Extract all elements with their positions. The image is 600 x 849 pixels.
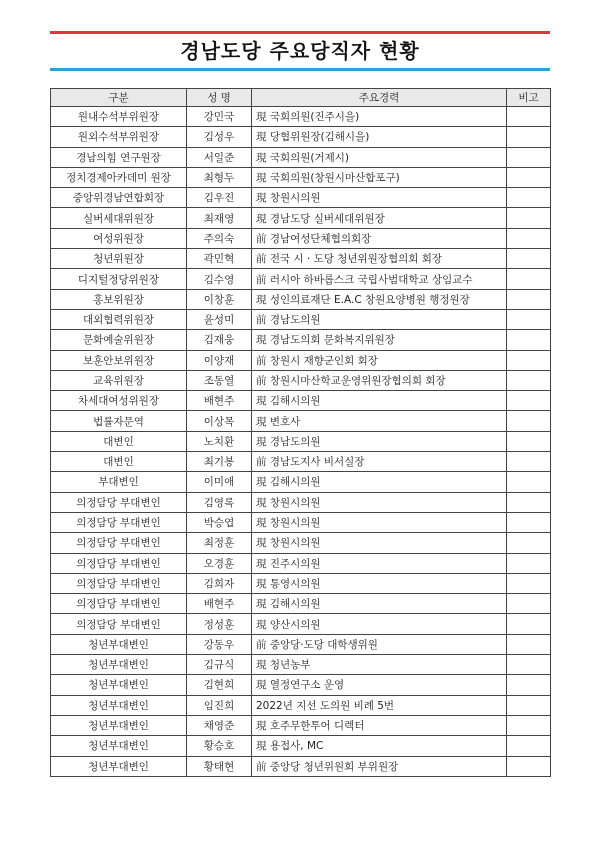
row-note bbox=[507, 127, 551, 147]
row-name: 배현주 bbox=[187, 391, 252, 411]
row-note bbox=[507, 553, 551, 573]
officials-table bbox=[50, 88, 551, 777]
row-role: 청년부대변인 bbox=[51, 756, 187, 776]
row-role: 법률자문역 bbox=[51, 411, 187, 431]
row-note bbox=[507, 228, 551, 248]
table-row bbox=[51, 147, 551, 167]
row-role: 의정담당 부대변인 bbox=[51, 614, 187, 634]
row-role: 의정담당 부대변인 bbox=[51, 533, 187, 553]
table-row bbox=[51, 249, 551, 269]
row-role: 의정담당 부대변인 bbox=[51, 512, 187, 532]
row-career: 現 창원시의원 bbox=[252, 492, 507, 512]
row-role: 원외수석부위원장 bbox=[51, 127, 187, 147]
row-role: 실버세대위원장 bbox=[51, 208, 187, 228]
row-role: 의정담당 부대변인 bbox=[51, 492, 187, 512]
table-row bbox=[51, 411, 551, 431]
row-note bbox=[507, 472, 551, 492]
table-row bbox=[51, 472, 551, 492]
row-role: 여성위원장 bbox=[51, 228, 187, 248]
row-role: 차세대여성위원장 bbox=[51, 391, 187, 411]
row-note bbox=[507, 188, 551, 208]
row-role: 대외협력위원장 bbox=[51, 309, 187, 329]
row-career: 前 중앙당·도당 대학생위원 bbox=[252, 634, 507, 654]
row-note bbox=[507, 452, 551, 472]
row-career: 現 당협위원장(김해시을) bbox=[252, 127, 507, 147]
row-name: 최재영 bbox=[187, 208, 252, 228]
row-note bbox=[507, 736, 551, 756]
row-career: 現 국회의원(창원시마산합포구) bbox=[252, 167, 507, 187]
row-name: 황승호 bbox=[187, 736, 252, 756]
row-role: 원내수석부위원장 bbox=[51, 107, 187, 127]
table-row bbox=[51, 695, 551, 715]
table-row bbox=[51, 594, 551, 614]
table-row bbox=[51, 756, 551, 776]
table-row bbox=[51, 208, 551, 228]
row-career: 前 창원시마산학교운영위원장협의회 회장 bbox=[252, 370, 507, 390]
table-row bbox=[51, 655, 551, 675]
table-row bbox=[51, 492, 551, 512]
row-career: 現 국회의원(거제시) bbox=[252, 147, 507, 167]
row-name: 김현희 bbox=[187, 675, 252, 695]
row-role: 의정담당 부대변인 bbox=[51, 594, 187, 614]
table-row bbox=[51, 675, 551, 695]
table-row bbox=[51, 553, 551, 573]
row-career: 現 성인의료재단 E.A.C 창원요양병원 행정원장 bbox=[252, 289, 507, 309]
row-note bbox=[507, 715, 551, 735]
table-row bbox=[51, 167, 551, 187]
row-name: 곽민혁 bbox=[187, 249, 252, 269]
row-career: 現 창원시의원 bbox=[252, 533, 507, 553]
row-career: 現 용접사, MC bbox=[252, 736, 507, 756]
row-note bbox=[507, 411, 551, 431]
table-row bbox=[51, 431, 551, 451]
row-note bbox=[507, 675, 551, 695]
row-name: 배현주 bbox=[187, 594, 252, 614]
table-row bbox=[51, 715, 551, 735]
row-career: 現 김해시의원 bbox=[252, 594, 507, 614]
row-name: 조동열 bbox=[187, 370, 252, 390]
row-note bbox=[507, 573, 551, 593]
row-role: 청년부대변인 bbox=[51, 634, 187, 654]
row-name: 주의숙 bbox=[187, 228, 252, 248]
row-career: 現 김해시의원 bbox=[252, 472, 507, 492]
table-header-row bbox=[51, 89, 551, 107]
table-row bbox=[51, 350, 551, 370]
header-note: 비고 bbox=[507, 89, 551, 107]
row-career: 前 경남도의원 bbox=[252, 309, 507, 329]
row-name: 채영준 bbox=[187, 715, 252, 735]
row-role: 의정담당 부대변인 bbox=[51, 573, 187, 593]
row-note bbox=[507, 756, 551, 776]
row-note bbox=[507, 249, 551, 269]
table-row bbox=[51, 736, 551, 756]
row-note bbox=[507, 492, 551, 512]
row-name: 김성우 bbox=[187, 127, 252, 147]
header-career: 주요경력 bbox=[252, 89, 507, 107]
row-name: 김규식 bbox=[187, 655, 252, 675]
table-row bbox=[51, 188, 551, 208]
row-role: 의정담당 부대변인 bbox=[51, 553, 187, 573]
row-career: 現 창원시의원 bbox=[252, 188, 507, 208]
table-body bbox=[51, 107, 551, 777]
table-row bbox=[51, 573, 551, 593]
table-row bbox=[51, 289, 551, 309]
title-bottom-bar bbox=[50, 68, 550, 71]
row-note bbox=[507, 594, 551, 614]
table-row bbox=[51, 127, 551, 147]
row-career: 現 양산시의원 bbox=[252, 614, 507, 634]
row-note bbox=[507, 512, 551, 532]
table-row bbox=[51, 634, 551, 654]
row-note bbox=[507, 330, 551, 350]
row-role: 부대변인 bbox=[51, 472, 187, 492]
row-role: 청년부대변인 bbox=[51, 675, 187, 695]
table-row bbox=[51, 107, 551, 127]
header-name: 성 명 bbox=[187, 89, 252, 107]
row-career: 現 호주무한투어 디렉터 bbox=[252, 715, 507, 735]
row-name: 최기봉 bbox=[187, 452, 252, 472]
row-note bbox=[507, 167, 551, 187]
row-note bbox=[507, 533, 551, 553]
row-note bbox=[507, 350, 551, 370]
table-row bbox=[51, 512, 551, 532]
table-row bbox=[51, 269, 551, 289]
row-name: 김재웅 bbox=[187, 330, 252, 350]
row-name: 김영록 bbox=[187, 492, 252, 512]
row-role: 디지털정당위원장 bbox=[51, 269, 187, 289]
row-note bbox=[507, 634, 551, 654]
row-note bbox=[507, 391, 551, 411]
table-row bbox=[51, 533, 551, 553]
row-note bbox=[507, 655, 551, 675]
row-role: 중앙위경남연합회장 bbox=[51, 188, 187, 208]
header-role: 구분 bbox=[51, 89, 187, 107]
row-career: 現 진주시의원 bbox=[252, 553, 507, 573]
row-name: 이상목 bbox=[187, 411, 252, 431]
row-career: 現 국회의원(진주시을) bbox=[252, 107, 507, 127]
row-name: 김희자 bbox=[187, 573, 252, 593]
row-name: 서일준 bbox=[187, 147, 252, 167]
row-name: 강동우 bbox=[187, 634, 252, 654]
row-career: 現 창원시의원 bbox=[252, 512, 507, 532]
table-row bbox=[51, 452, 551, 472]
row-name: 박승엽 bbox=[187, 512, 252, 532]
row-career: 現 청년농부 bbox=[252, 655, 507, 675]
row-role: 대변인 bbox=[51, 431, 187, 451]
title-top-bar bbox=[50, 31, 550, 34]
row-role: 청년부대변인 bbox=[51, 736, 187, 756]
row-career: 前 중앙당 청년위원회 부위원장 bbox=[252, 756, 507, 776]
row-name: 황태현 bbox=[187, 756, 252, 776]
row-name: 임진희 bbox=[187, 695, 252, 715]
row-role: 청년부대변인 bbox=[51, 715, 187, 735]
row-name: 윤성미 bbox=[187, 309, 252, 329]
row-name: 이양재 bbox=[187, 350, 252, 370]
row-role: 교육위원장 bbox=[51, 370, 187, 390]
row-name: 최정훈 bbox=[187, 533, 252, 553]
row-note bbox=[507, 370, 551, 390]
row-note bbox=[507, 309, 551, 329]
table-row bbox=[51, 309, 551, 329]
row-career: 前 창원시 재향군인회 회장 bbox=[252, 350, 507, 370]
table-row bbox=[51, 391, 551, 411]
row-name: 최형두 bbox=[187, 167, 252, 187]
row-role: 청년부대변인 bbox=[51, 655, 187, 675]
table-row bbox=[51, 614, 551, 634]
row-note bbox=[507, 289, 551, 309]
row-note bbox=[507, 147, 551, 167]
row-role: 보훈안보위원장 bbox=[51, 350, 187, 370]
row-name: 김수영 bbox=[187, 269, 252, 289]
row-name: 이창훈 bbox=[187, 289, 252, 309]
row-name: 이미애 bbox=[187, 472, 252, 492]
row-role: 문화예술위원장 bbox=[51, 330, 187, 350]
row-role: 경남의힘 연구원장 bbox=[51, 147, 187, 167]
row-name: 정성훈 bbox=[187, 614, 252, 634]
row-role: 청년위원장 bbox=[51, 249, 187, 269]
row-note bbox=[507, 208, 551, 228]
row-career: 前 전국 시 · 도당 청년위원장협의회 회장 bbox=[252, 249, 507, 269]
table-row bbox=[51, 228, 551, 248]
row-role: 정치경제아카데미 원장 bbox=[51, 167, 187, 187]
row-role: 청년부대변인 bbox=[51, 695, 187, 715]
row-note bbox=[507, 107, 551, 127]
row-career: 現 변호사 bbox=[252, 411, 507, 431]
row-career: 前 경남도지사 비서실장 bbox=[252, 452, 507, 472]
row-career: 2022년 지선 도의원 비례 5번 bbox=[252, 695, 507, 715]
row-name: 김우진 bbox=[187, 188, 252, 208]
row-career: 現 경남도의회 문화복지위원장 bbox=[252, 330, 507, 350]
row-career: 現 김해시의원 bbox=[252, 391, 507, 411]
row-note bbox=[507, 431, 551, 451]
row-career: 現 경남도의원 bbox=[252, 431, 507, 451]
table-row bbox=[51, 330, 551, 350]
row-career: 現 경남도당 실버세대위원장 bbox=[252, 208, 507, 228]
row-role: 홍보위원장 bbox=[51, 289, 187, 309]
row-career: 前 경남여성단체협의회장 bbox=[252, 228, 507, 248]
row-career: 現 열정연구소 운영 bbox=[252, 675, 507, 695]
row-name: 노치환 bbox=[187, 431, 252, 451]
row-note bbox=[507, 614, 551, 634]
row-career: 現 통영시의원 bbox=[252, 573, 507, 593]
row-note bbox=[507, 269, 551, 289]
row-career: 前 러시아 하바롭스크 국립사범대학교 상임교수 bbox=[252, 269, 507, 289]
row-note bbox=[507, 695, 551, 715]
page-title: 경남도당 주요당직자 현황 bbox=[180, 39, 420, 63]
table-row bbox=[51, 370, 551, 390]
row-role: 대변인 bbox=[51, 452, 187, 472]
row-name: 강민국 bbox=[187, 107, 252, 127]
row-name: 오경훈 bbox=[187, 553, 252, 573]
